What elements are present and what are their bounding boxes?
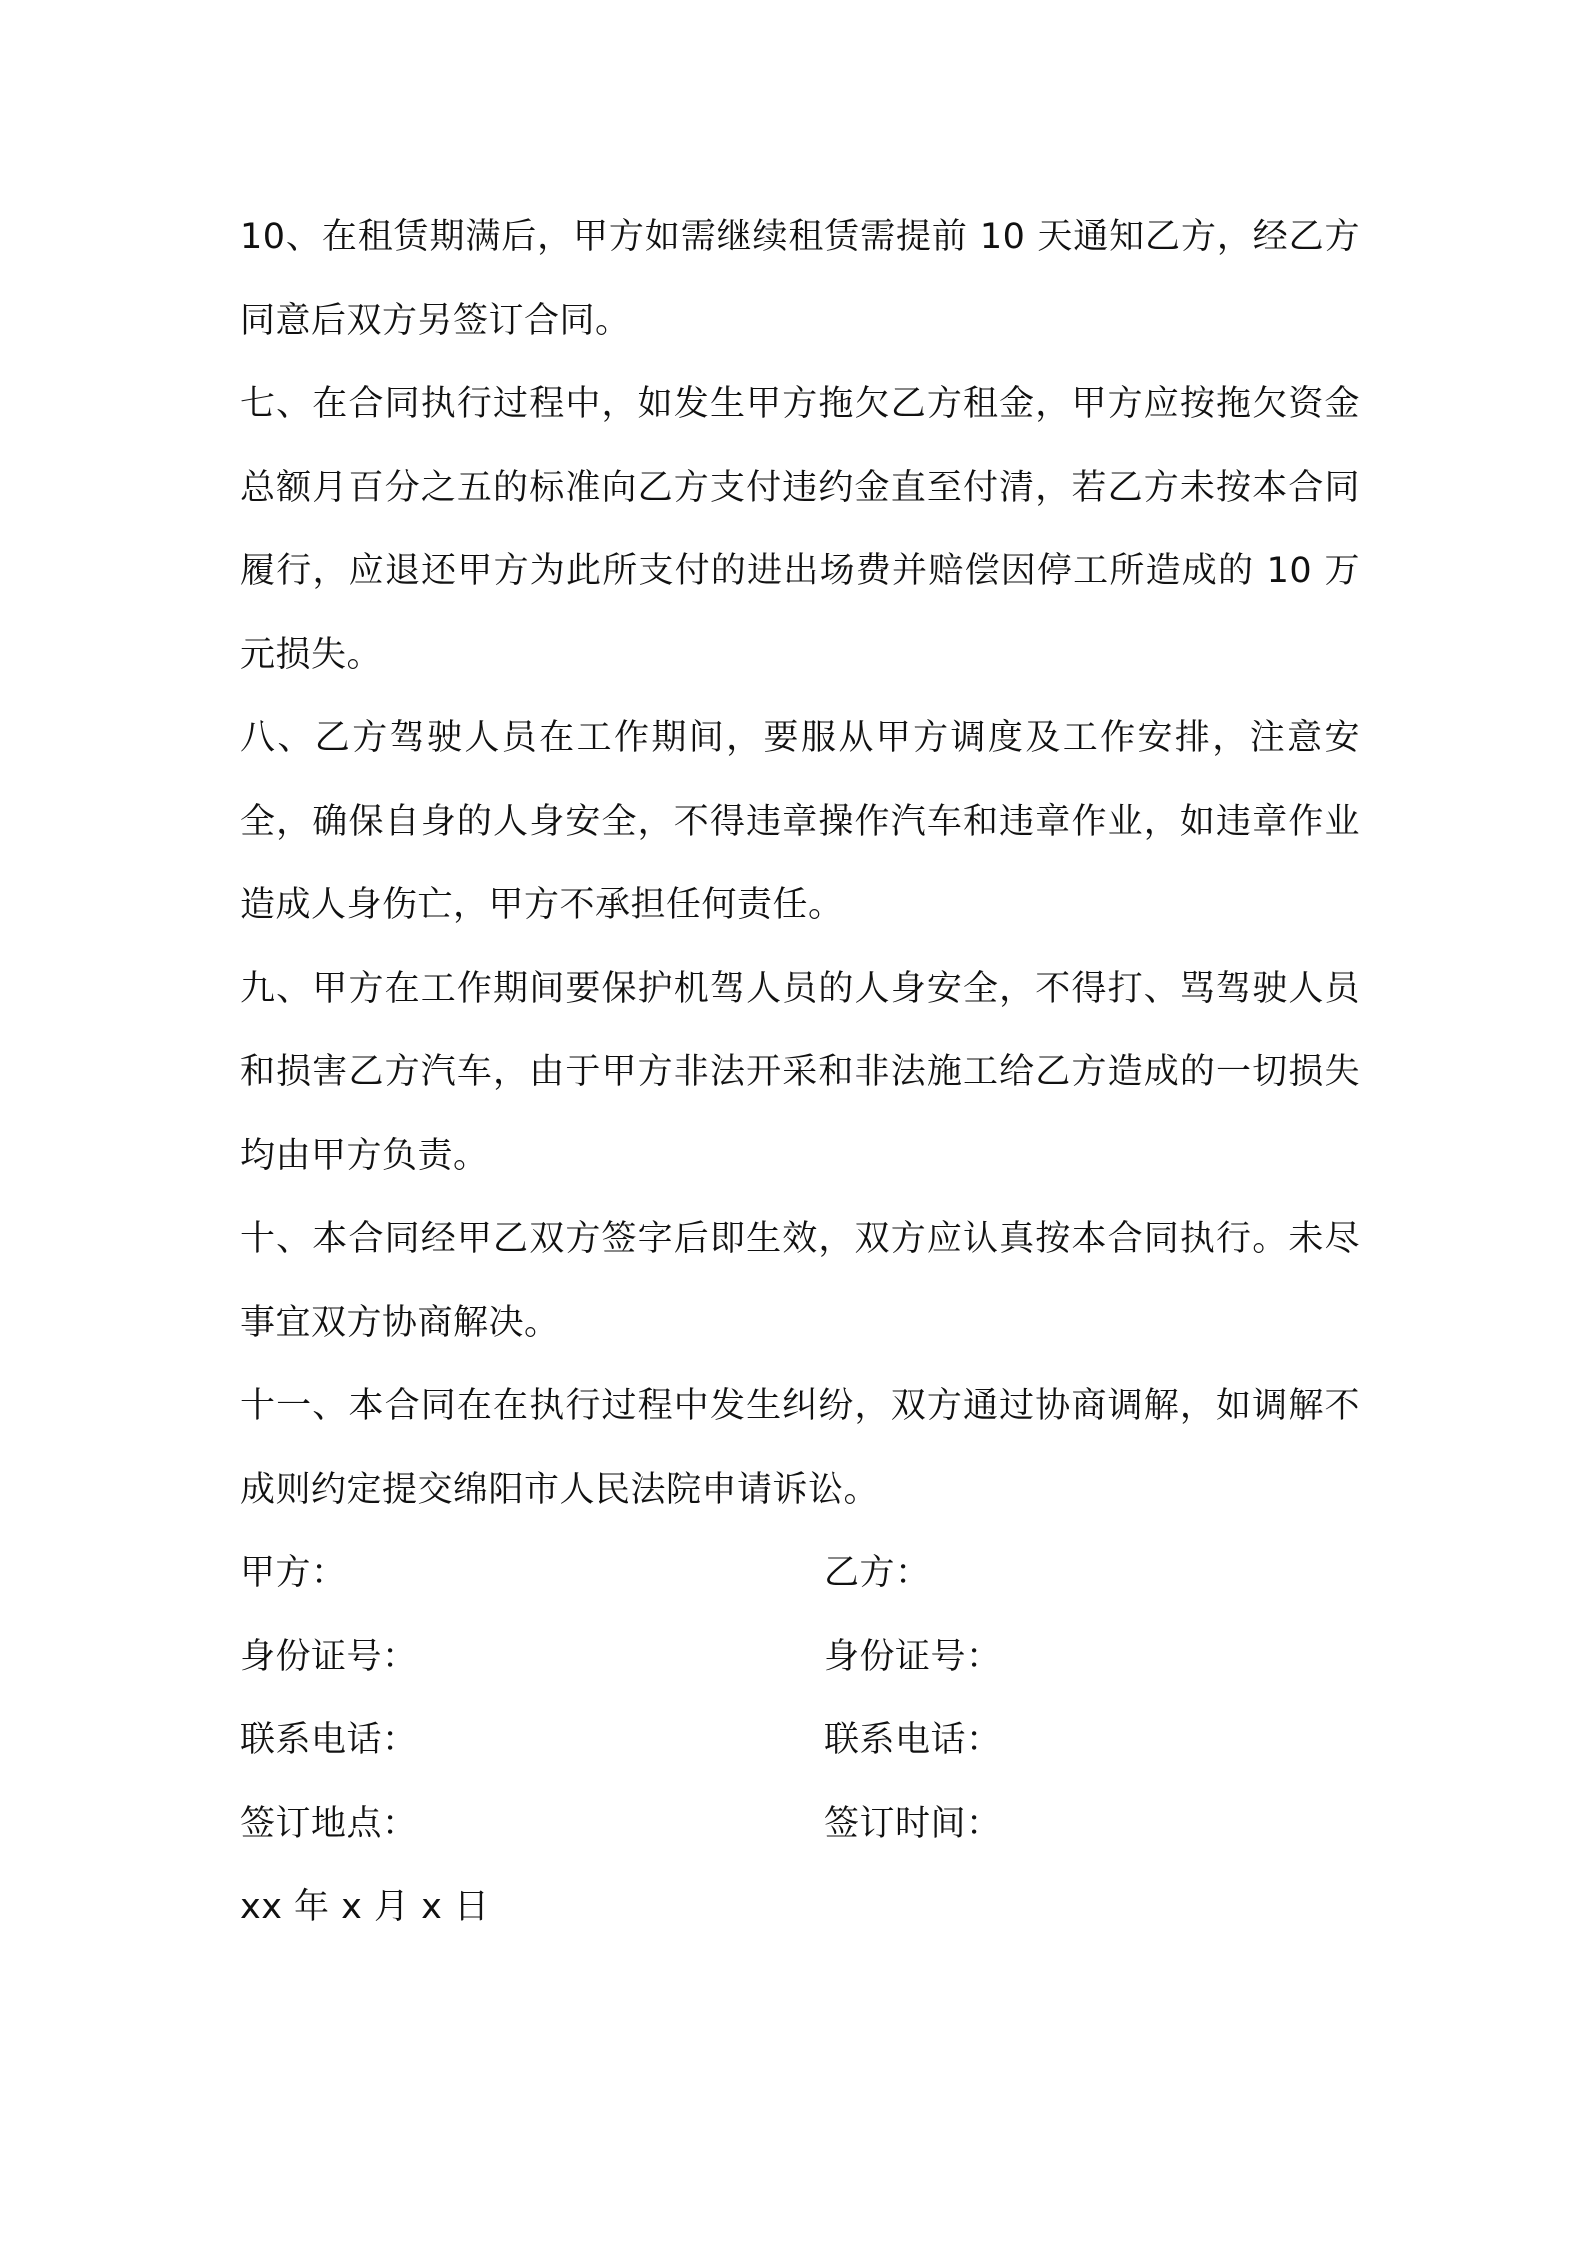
contract-body (240, 196, 1360, 1950)
party-b-phone-label: 联系电话： (824, 1720, 1002, 1760)
clause-11: 十一、本合同在在执行过程中发生纠纷，双方通过协商调解，如调解不成则约定提交绵阳市人民法院申请诉讼。 (240, 1386, 1360, 1510)
signature-row-party (240, 1532, 1360, 1616)
clause-10-effect: 十、本合同经甲乙双方签字后即生效，双方应认真按本合同执行。未尽事宜双方协商解决。 (240, 1219, 1360, 1343)
signature-row-phone (240, 1699, 1360, 1783)
signature-row-id (240, 1616, 1360, 1700)
signing-date: xx 年 x 月 x 日 (240, 1887, 490, 1927)
party-a-id-label: 身份证号： (240, 1636, 418, 1677)
signing-time-label: 签订时间： (824, 1803, 1002, 1844)
clause-9: 九、甲方在工作期间要保护机驾人员的人身安全，不得打、骂驾驶人员和损害乙方汽车，由于甲方非法开采和非法施工给乙方造成的一切损失均由甲方负责。 (240, 968, 1360, 1176)
signing-place-label: 签订地点： (240, 1803, 418, 1844)
party-a-phone-label: 联系电话： (240, 1720, 418, 1760)
party-a-label: 甲方： (240, 1553, 347, 1593)
clause-8: 八、乙方驾驶人员在工作期间，要服从甲方调度及工作安排，注意安全，确保自身的人身安全，不得违章操作汽车和违章作业，如违章作业造成人身伤亡，甲方不承担任何责任。 (240, 718, 1360, 925)
clause-7: 七、在合同执行过程中，如发生甲方拖欠乙方租金，甲方应按拖欠资金总额月百分之五的标准向乙方支付违约金直至付清，若乙方未按本合同履行，应退还甲方为此所支付的进出场费并赔偿因停工所造成的 10 万元损失。 (240, 384, 1360, 675)
party-b-id-label: 身份证号： (824, 1636, 1002, 1677)
party-b-label: 乙方： (824, 1553, 931, 1593)
signature-row-place-time (240, 1783, 1360, 1867)
clause-10: 10、在租赁期满后，甲方如需继续租赁需提前 10 天通知乙方，经乙方同意后双方另签订合同。 (240, 217, 1360, 341)
